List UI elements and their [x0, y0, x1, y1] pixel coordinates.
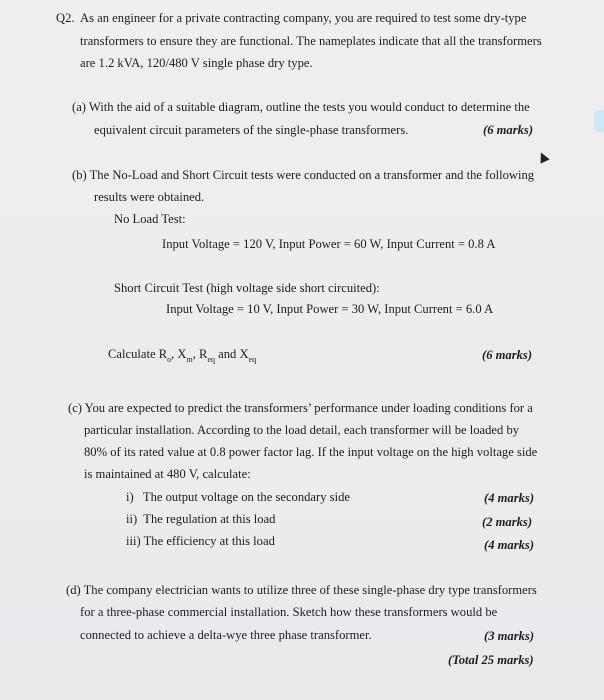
intro-line-2: transformers to ensure they are functional. The nameplates indicate that all the transformers: [80, 34, 542, 48]
part-a-marks: (6 marks): [483, 123, 534, 137]
no-load-title: No Load Test:: [114, 212, 186, 226]
calc-sub-m: m: [186, 355, 193, 364]
part-c-item-3-marks: (4 marks): [484, 538, 535, 552]
part-d-line-3: connected to achieve a delta-wye three phase transformer.: [80, 628, 372, 642]
calc-mid-3: and X: [215, 347, 249, 361]
part-c-item-2-marks: (2 marks): [482, 515, 533, 529]
part-c-item-1: i) The output voltage on the secondary side: [126, 490, 350, 504]
part-b-line-1: (b) The No-Load and Short Circuit tests were conducted on a transformer and the following: [72, 168, 535, 182]
side-tab: [594, 110, 604, 132]
part-d-line-2: for a three-phase commercial installation. Sketch how these transformers would be: [80, 605, 498, 619]
part-c-line-4: is maintained at 480 V, calculate:: [84, 467, 251, 481]
mouse-cursor-icon: [536, 150, 549, 163]
part-c-item-3: iii) The efficiency at this load: [126, 534, 275, 548]
part-a-line-2: equivalent circuit parameters of the single-phase transformers.: [94, 123, 409, 137]
part-b-marks: (6 marks): [482, 348, 533, 362]
part-c-item-1-marks: (4 marks): [484, 491, 535, 505]
part-c-item-2: ii) The regulation at this load: [126, 512, 276, 526]
part-c-line-2: particular installation. According to the load detail, each transformer will be loaded by: [84, 423, 520, 437]
intro-line-1: As an engineer for a private contracting company, you are required to test some dry-type: [80, 11, 527, 25]
no-load-values: Input Voltage = 120 V, Input Power = 60 W, Input Current = 0.8 A: [162, 237, 496, 251]
part-d-line-1: (d) The company electrician wants to utilize three of these single-phase dry type transformers: [66, 583, 537, 597]
calc-sub-o: o: [167, 355, 172, 364]
short-circuit-title: Short Circuit Test (high voltage side short circuited):: [114, 281, 380, 295]
part-c-line-1: (c) You are expected to predict the transformers’ performance under loading conditions for a: [68, 401, 533, 415]
calc-prefix: Calculate R: [108, 347, 168, 361]
question-number: Q2.: [56, 11, 75, 25]
short-circuit-values: Input Voltage = 10 V, Input Power = 30 W, Input Current = 6.0 A: [166, 302, 494, 316]
intro-line-3: are 1.2 kVA, 120/480 V single phase dry type.: [80, 56, 313, 70]
calc-sub-eq-2: eq: [248, 355, 257, 364]
calc-mid-1: , X: [171, 347, 187, 361]
part-d-marks: (3 marks): [484, 629, 535, 643]
total-marks: (Total 25 marks): [448, 653, 534, 667]
part-b-line-2: results were obtained.: [94, 190, 205, 204]
calculate-line: [108, 346, 256, 364]
calc-sub-eq-1: eq: [207, 355, 216, 364]
calc-mid-2: , R: [192, 347, 208, 361]
part-c-line-3: 80% of its rated value at 0.8 power factor lag. If the input voltage on the high voltage side: [84, 445, 538, 459]
part-a-line-1: (a) With the aid of a suitable diagram, outline the tests you would conduct to determine the: [72, 100, 530, 114]
